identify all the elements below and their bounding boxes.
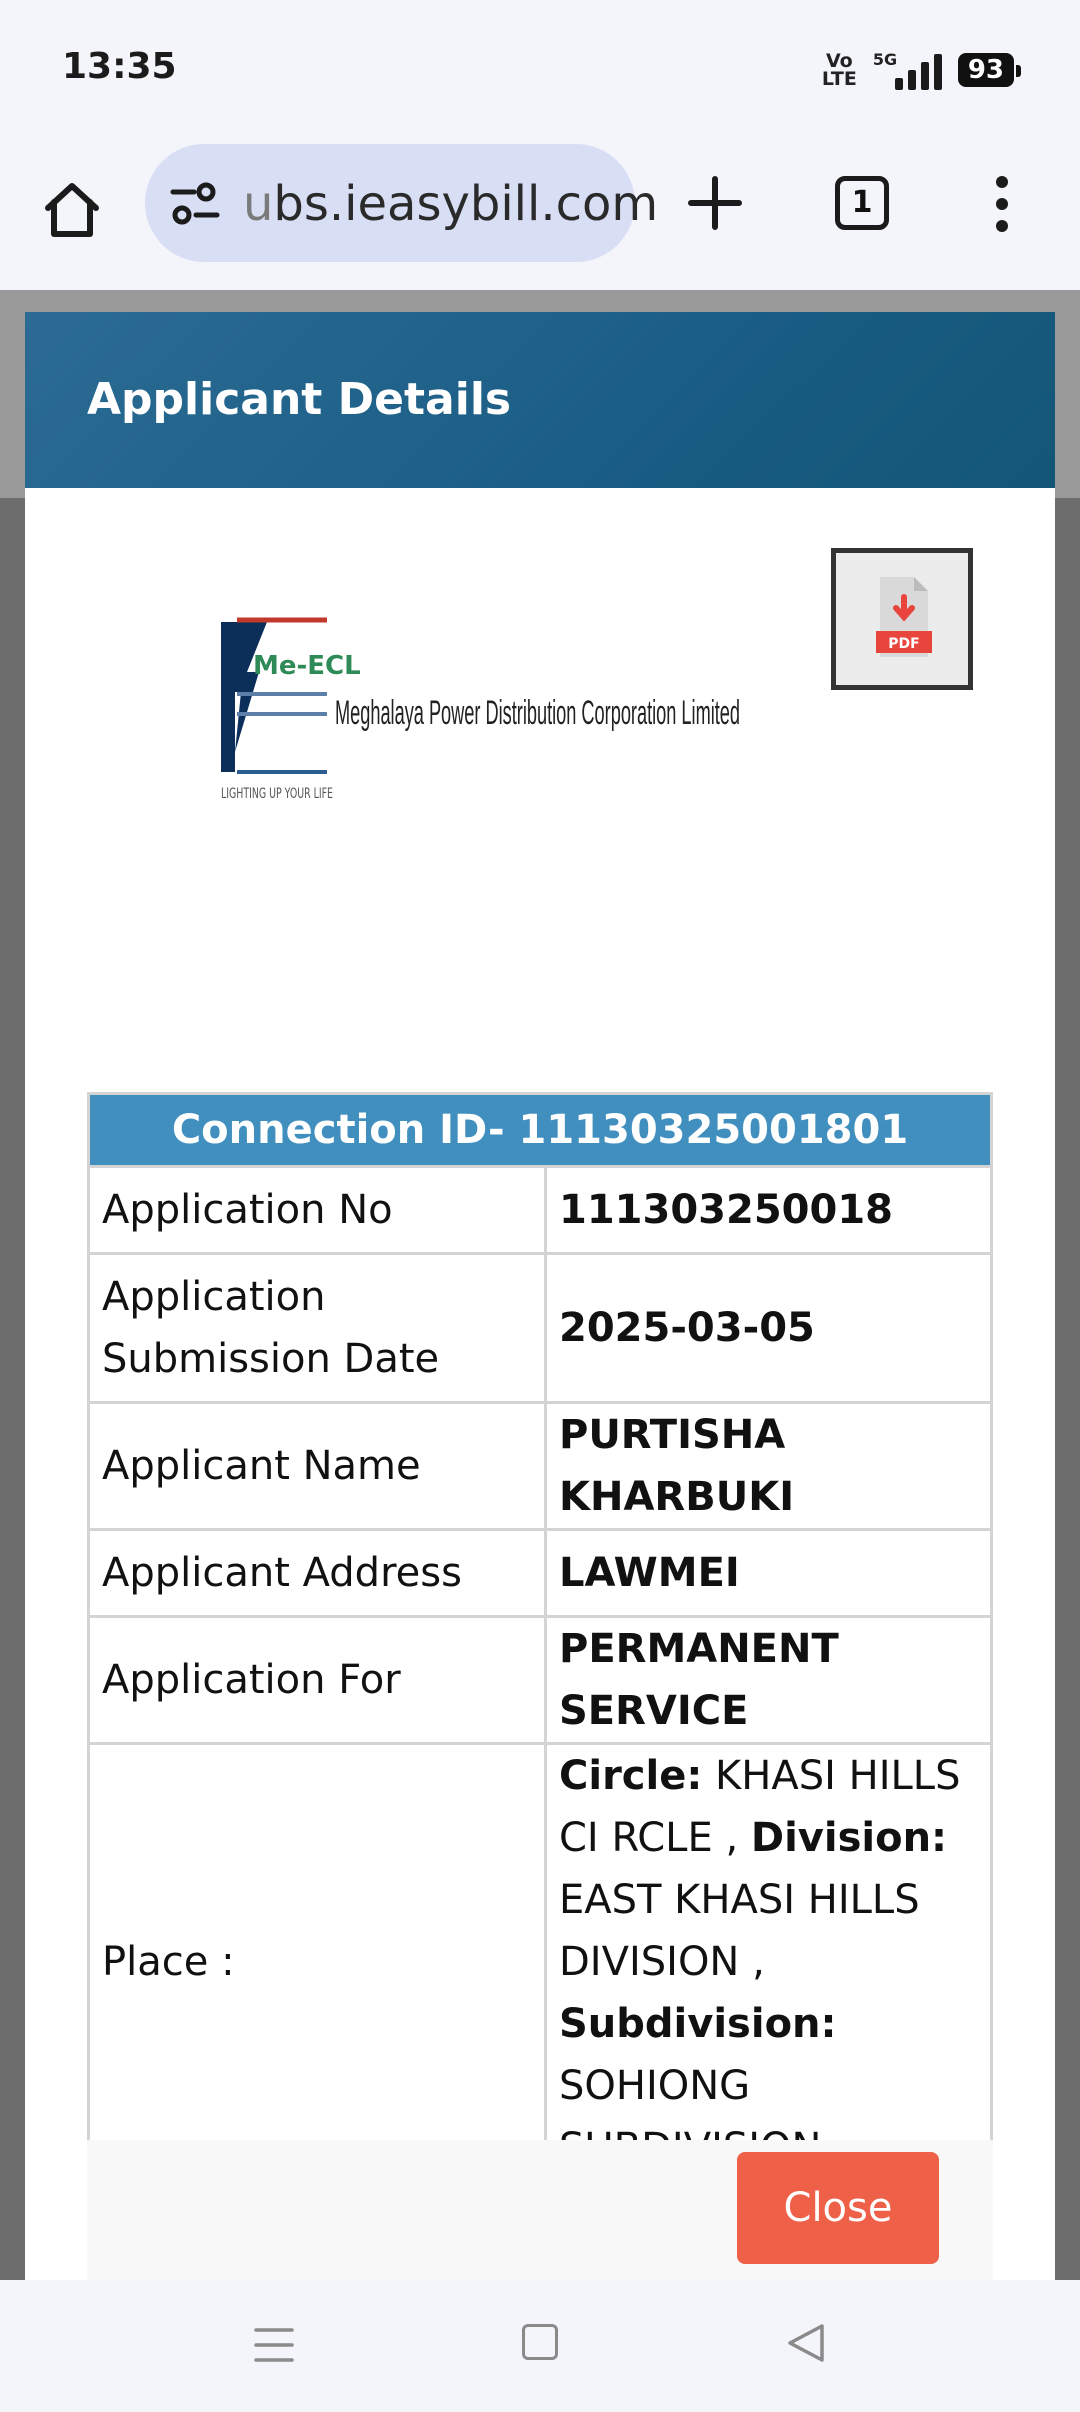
division-key: Division: xyxy=(750,1815,948,1861)
subdivision-key: Subdivision: xyxy=(559,2001,837,2047)
network-type: 5G xyxy=(872,50,898,69)
system-nav-bar xyxy=(0,2280,1080,2412)
row-value: PERMANENT SERVICE xyxy=(546,1617,992,1744)
logo-tagline: LIGHTING UP YOUR LIFE xyxy=(221,786,333,802)
back-icon[interactable] xyxy=(786,2322,826,2364)
pdf-download-button[interactable] xyxy=(831,548,973,690)
subdivision-value: SOHIONG xyxy=(559,2063,751,2109)
site-settings-icon[interactable] xyxy=(170,182,220,226)
row-label: Applicant Address xyxy=(89,1530,546,1617)
url-text[interactable]: ubs.ieasybill.com xyxy=(243,176,659,232)
close-button[interactable]: Close xyxy=(737,2152,939,2264)
more-menu-icon[interactable] xyxy=(990,172,1014,236)
browser-toolbar xyxy=(0,140,1080,290)
row-value: 2025-03-05 xyxy=(546,1254,992,1403)
table-row xyxy=(89,1254,992,1403)
battery-level: 93 xyxy=(967,55,1004,85)
modal-footer xyxy=(87,2140,993,2280)
logo-short: Me-ECL xyxy=(253,651,361,681)
pdf-file-icon xyxy=(836,553,968,685)
connection-details-table xyxy=(87,1092,993,2182)
page-backdrop xyxy=(0,290,1080,2280)
row-label: Applicant Name xyxy=(89,1403,546,1530)
tab-switcher-button[interactable]: 1 xyxy=(835,176,889,230)
row-value: LAWMEI xyxy=(546,1530,992,1617)
modal-title: Applicant Details xyxy=(87,374,512,425)
place-value xyxy=(546,1744,992,2181)
address-bar[interactable] xyxy=(145,144,659,262)
row-label: Application Submission Date xyxy=(89,1254,546,1403)
svg-text:PDF: PDF xyxy=(888,636,920,652)
row-value: PURTISHA KHARBUKI xyxy=(546,1403,992,1530)
table-row xyxy=(89,1403,992,1530)
nav-home-icon[interactable] xyxy=(522,2324,558,2360)
logo-company-name: Meghalaya Power Distribution Corporation Limited xyxy=(335,694,740,732)
row-label: Application For xyxy=(89,1617,546,1744)
row-value: 111303250018 xyxy=(546,1167,992,1254)
table-row xyxy=(89,1530,992,1617)
new-tab-icon[interactable] xyxy=(685,173,745,233)
table-row xyxy=(89,1167,992,1254)
modal-header xyxy=(25,312,1055,488)
battery-icon xyxy=(958,53,1014,87)
connection-id-header: Connection ID- 11130325001801 xyxy=(89,1094,992,1167)
recent-apps-icon[interactable] xyxy=(254,2326,294,2364)
table-row xyxy=(89,1744,992,2181)
status-icons xyxy=(822,48,1014,92)
status-bar xyxy=(0,0,1080,140)
table-row xyxy=(89,1617,992,1744)
home-icon[interactable] xyxy=(40,178,104,242)
signal-icon xyxy=(873,50,942,90)
place-label: Place : xyxy=(89,1744,546,2181)
mepdcl-logo xyxy=(215,602,745,802)
volte-icon: Vo LTE xyxy=(821,50,857,90)
row-label: Application No xyxy=(89,1167,546,1254)
applicant-details-modal xyxy=(25,312,1055,2280)
circle-key: Circle: xyxy=(559,1753,703,1799)
status-time: 13:35 xyxy=(62,46,177,87)
division-value: EAST KHASI HILLS DIVISION , xyxy=(559,1877,920,1985)
circle-value: KHASI HILLS CI RCLE , xyxy=(559,1753,961,1861)
